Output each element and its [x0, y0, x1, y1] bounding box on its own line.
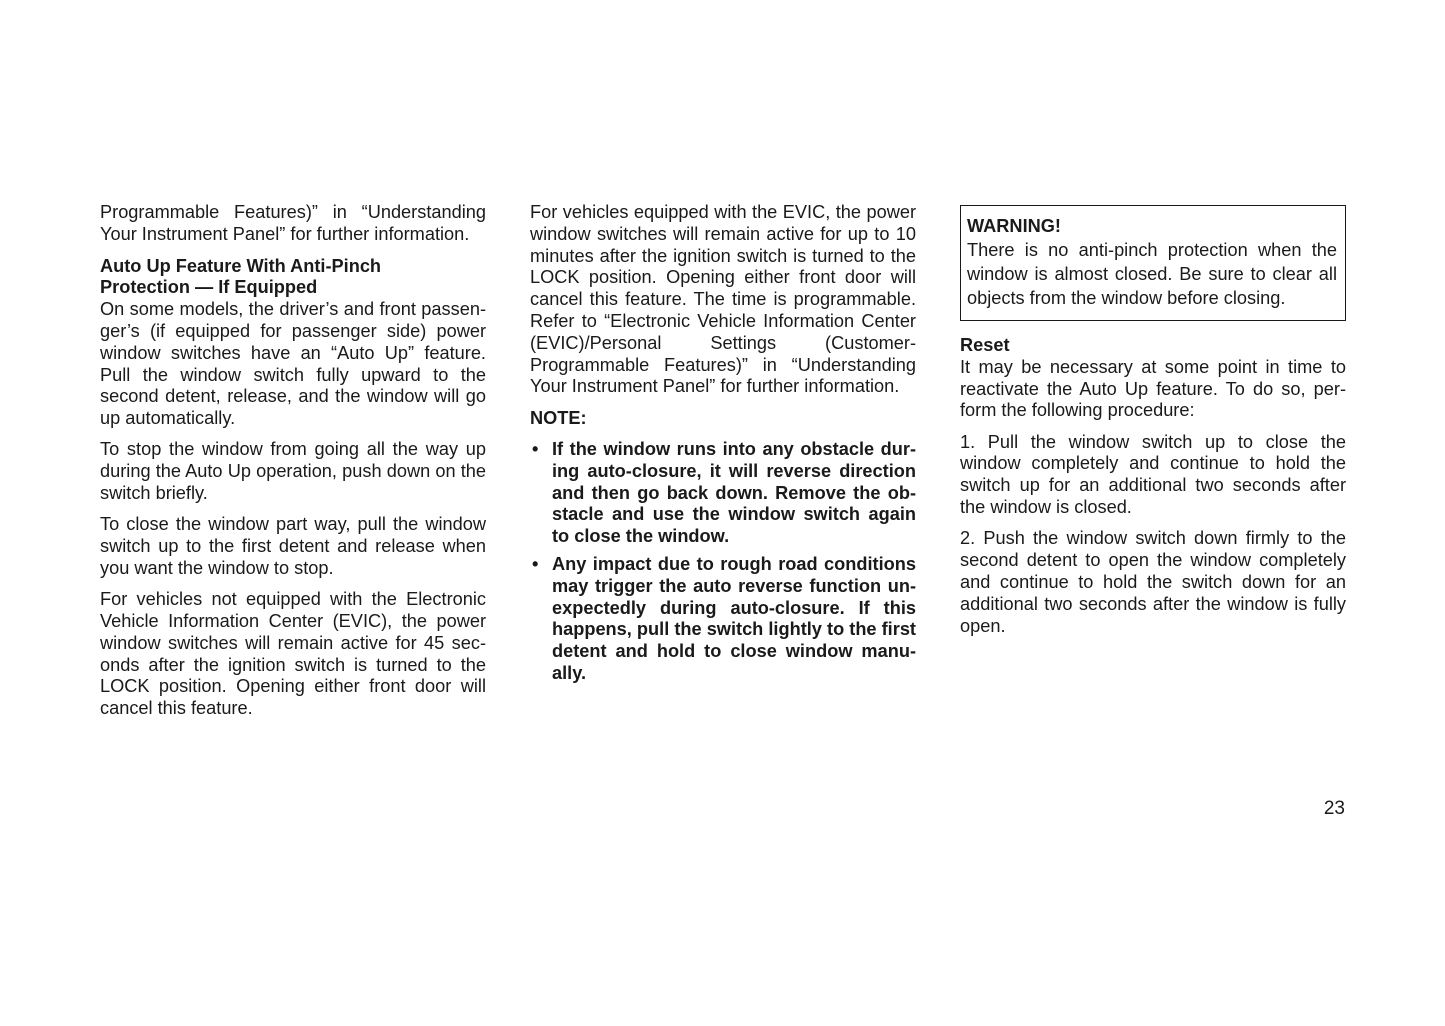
close-part-way-paragraph: To close the window part way, pull the window switch up to the first detent and release when you want the window to stop.	[100, 514, 486, 578]
reset-step-2: 2. Push the window switch down firmly to the second detent to open the window completely and continue to hold the switch down for an additional two seconds after the window is fully open.	[960, 528, 1346, 636]
page-number: 23	[1323, 798, 1345, 819]
bullet-icon: •	[532, 438, 539, 459]
stop-window-paragraph: To stop the window from going all the way up during the Auto Up operation, push down on the switch briefly.	[100, 439, 486, 504]
evic-paragraph: For vehicles equipped with the EVIC, the power window switches will remain active for up to 10 minutes after the ignition switch is turned to the LOCK position. Opening either front door will cancel this feature. The time is programmable. Refer to “Electronic Vehicle Information Center (EVIC)/Personal Settings (Customer-Programmable Features)” in “Understanding Your Instrument Panel” for further information.	[530, 202, 916, 397]
auto-up-paragraph: On some models, the driver’s and front passenger’s (if equipped for passenger side) power window switches have an “Auto Up” feature. Pull the window switch fully upward to the second detent, release, and the window will go up automatically.	[100, 299, 486, 429]
section-heading-line2: Protection — If Equipped	[100, 277, 318, 298]
reset-intro-paragraph: It may be necessary at some point in time to reactivate the Auto Up feature. To do so, perform the following procedure:	[960, 356, 1346, 421]
note-item	[530, 439, 916, 548]
warning-text: There is no anti-pinch protection when the window is almost closed. Be sure to clear all objects from the window before closing.	[967, 240, 1337, 308]
intro-paragraph: Programmable Features)” in “Understanding Your Instrument Panel” for further information.	[100, 202, 486, 244]
note-text: If the window runs into any obstacle during auto-closure, it will reverse direction and then go back down. Remove the obstacle and use the window switch again to close the window.	[552, 438, 916, 547]
middle-column	[530, 202, 916, 691]
warning-box	[960, 205, 1346, 321]
note-item	[530, 554, 916, 685]
warning-title: WARNING!	[967, 216, 1061, 236]
reset-heading: Reset	[960, 335, 1010, 355]
reset-step-1: 1. Pull the window switch up to close the window completely and continue to hold the switch up for an additional two seconds after the window is closed.	[960, 431, 1346, 518]
section-heading-line1: Auto Up Feature With Anti-Pinch	[100, 255, 382, 276]
note-label: NOTE:	[530, 407, 587, 428]
note-text: Any impact due to rough road conditions may trigger the auto reverse function unexpectedly during auto-closure. If this happens, pull the switch lightly to the first detent and hold to close window manually.	[552, 553, 916, 683]
left-column	[100, 202, 486, 730]
non-evic-paragraph: For vehicles not equipped with the Electronic Vehicle Information Center (EVIC), the power window switches will remain active for 45 seconds after the ignition switch is turned to the LOCK position. Opening either front door will cancel this feature.	[100, 589, 486, 719]
section-heading-auto-up	[100, 256, 486, 300]
right-column	[960, 202, 1346, 647]
note-list	[530, 439, 916, 685]
bullet-icon: •	[532, 553, 539, 574]
